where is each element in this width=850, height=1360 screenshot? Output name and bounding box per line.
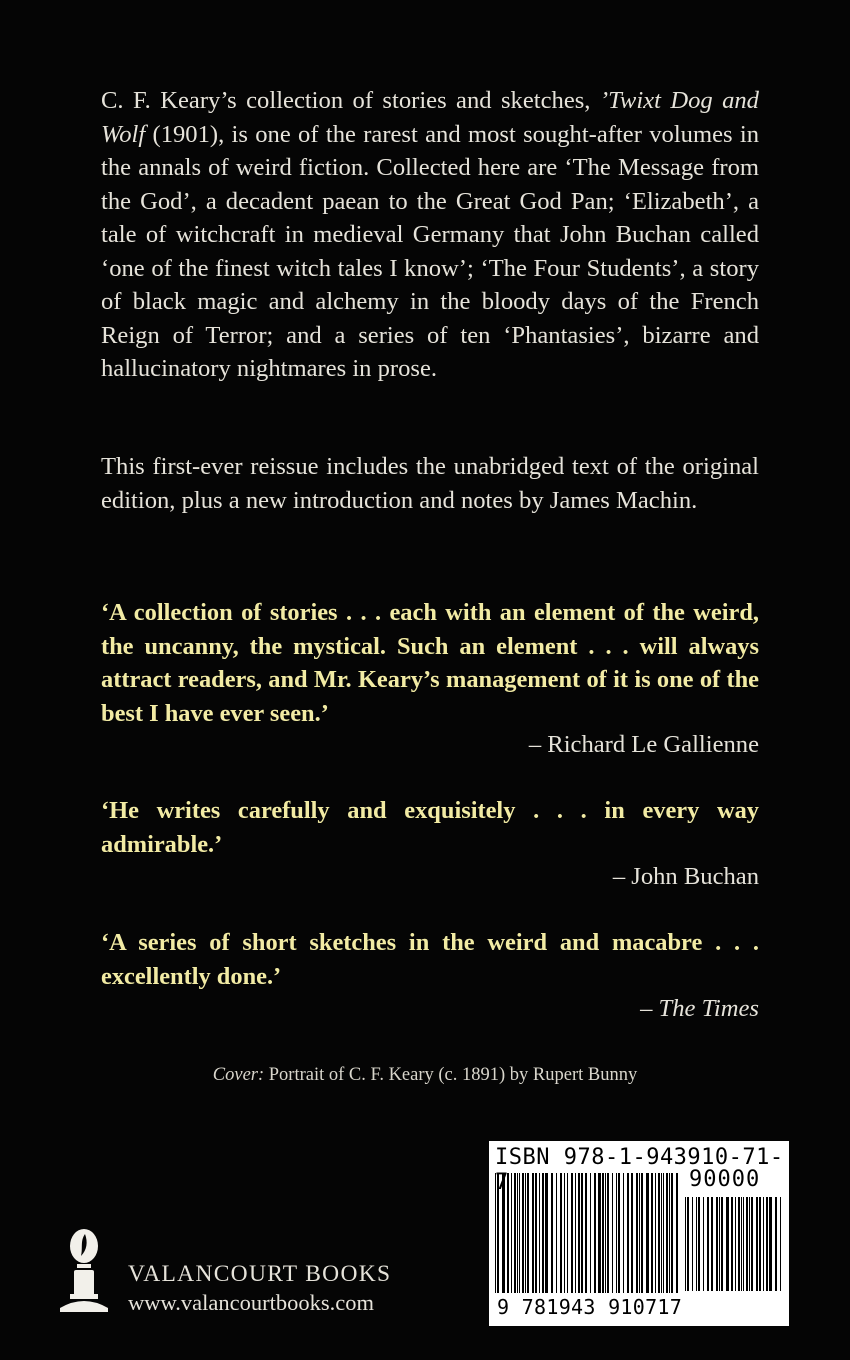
barcode-bar bbox=[721, 1197, 723, 1291]
review-quote-1: ‘A collection of stories . . . each with an element of the weird, the uncanny, the mystical. Such an element . . . will always attract readers, and Mr. Keary’s management of it is one of the best I have ever seen.’ bbox=[101, 599, 759, 727]
barcode-bar bbox=[763, 1197, 764, 1291]
blurb-paragraph-1 bbox=[101, 84, 759, 386]
barcode-bar bbox=[741, 1197, 742, 1291]
barcode-bar bbox=[685, 1197, 686, 1291]
barcode-bar bbox=[731, 1197, 733, 1291]
attribution-source: The Times bbox=[658, 995, 759, 1022]
blurb-body: (1901), is one of the rarest and most sought-after volumes in the annals of weird fiction. Collected here are ‘The Message from the God’, a decadent paean to the Great God Pan; ‘Elizabeth’, a tale of witchcraft in medieval Germany that John Buchan called ‘one of the finest witch tales I know’; ‘The Four Students’, a story of black magic and alchemy in the bloody days of the French Reign of Terror; and a series of ten ‘Phantasies’, bizarre and hallucinatory nightmares in prose. bbox=[101, 120, 759, 382]
review-quote-3: ‘A series of short sketches in the weird and macabre . . . excellently done.’ bbox=[101, 929, 759, 990]
cover-credit bbox=[0, 1065, 850, 1086]
blurb-paragraph-2: This first-ever reissue includes the unabridged text of the original edition, plus a new introduction and notes by James Machin. bbox=[101, 453, 759, 514]
attribution-dash: – bbox=[640, 995, 659, 1022]
barcode-bar bbox=[775, 1197, 777, 1291]
barcode-bar bbox=[766, 1197, 768, 1291]
blurb-intro: C. F. Keary’s collection of stories and sketches, bbox=[101, 87, 600, 114]
cover-credit-label: Cover: bbox=[212, 1065, 265, 1085]
barcode-bar bbox=[769, 1197, 772, 1291]
barcode-bar bbox=[692, 1197, 693, 1291]
barcode-bar bbox=[707, 1197, 709, 1291]
barcode-bar bbox=[751, 1197, 753, 1291]
barcode-bar bbox=[749, 1197, 750, 1291]
ean-digits: 9 781943 910717 bbox=[497, 1295, 683, 1319]
barcode-bar bbox=[780, 1197, 781, 1291]
review-attribution-1: – Richard Le Gallienne bbox=[528, 731, 759, 758]
book-title: ’Twixt Dog and Wolf bbox=[101, 87, 759, 148]
barcode-bar bbox=[711, 1197, 713, 1291]
barcode-bar bbox=[735, 1197, 736, 1291]
barcode-bar bbox=[696, 1197, 697, 1291]
barcode-bar bbox=[743, 1197, 744, 1291]
publisher-name: VALANCOURT BOOKS bbox=[128, 1261, 392, 1287]
barcode-bar bbox=[759, 1197, 761, 1291]
barcode-bar bbox=[746, 1197, 748, 1291]
barcode-bar bbox=[719, 1197, 720, 1291]
isbn-barcode bbox=[489, 1141, 789, 1326]
barcode-bar bbox=[716, 1197, 718, 1291]
isbn-label: ISBN 978-1-943910-71-7 bbox=[495, 1145, 784, 1195]
barcode-bar bbox=[738, 1197, 740, 1291]
barcode-bar bbox=[698, 1197, 700, 1291]
price-code: 90000 bbox=[689, 1167, 761, 1192]
barcode-bar bbox=[687, 1197, 689, 1291]
review-attribution-2: – John Buchan bbox=[612, 863, 759, 890]
barcode-bar bbox=[756, 1197, 758, 1291]
review-quote-2: ‘He writes carefully and exquisitely . . . in every way admirable.’ bbox=[101, 797, 759, 858]
review-attribution-3 bbox=[640, 992, 759, 1025]
barcode-bar bbox=[726, 1197, 729, 1291]
barcode-bar bbox=[703, 1197, 704, 1291]
cover-credit-text: Portrait of C. F. Keary (c. 1891) by Rupert Bunny bbox=[264, 1065, 638, 1085]
publisher-url: www.valancourtbooks.com bbox=[128, 1290, 374, 1315]
candle-flame-icon bbox=[58, 1228, 110, 1312]
